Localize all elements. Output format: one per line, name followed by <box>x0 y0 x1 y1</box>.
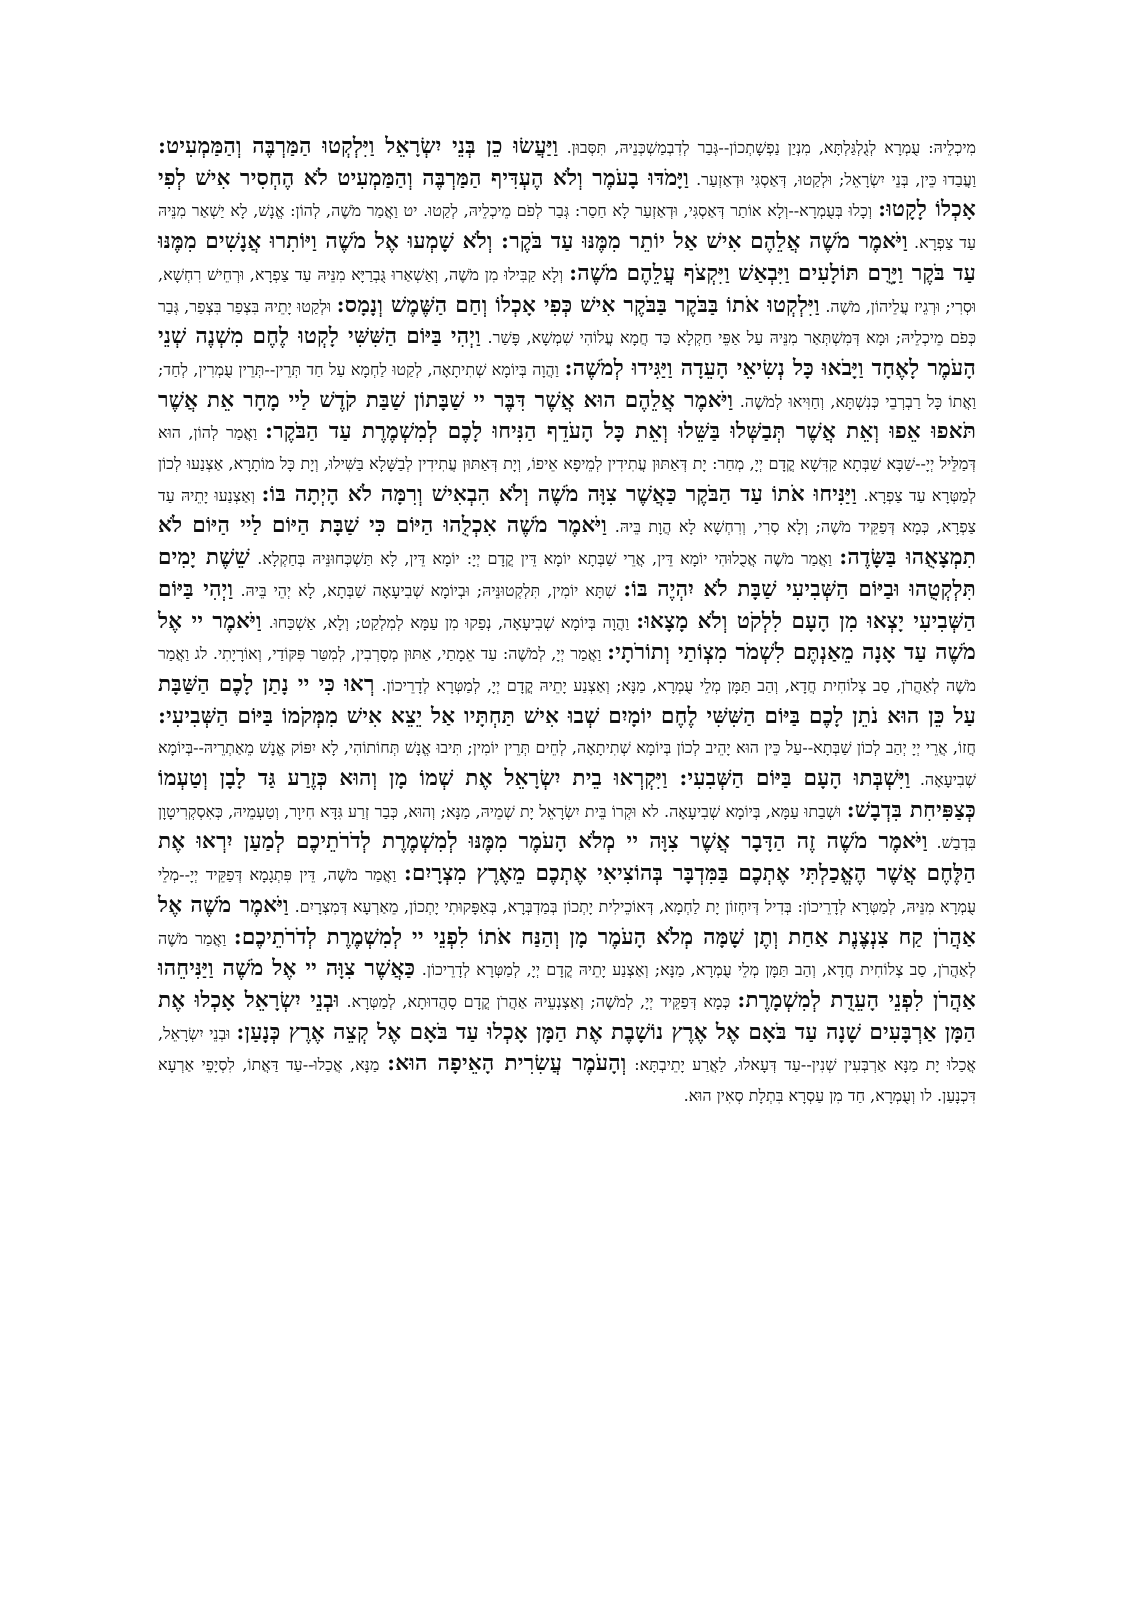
aramaic-targum: וַהֲוָה בְּיוֹמָא שְׁתִיתָאָה, לְקַטוּ לַחְמָא עַל חַד תְּרֵין--תְּרֵין עֻמְרִין, לְחַד; וַאֲתוֹ כָּל רַבְרְבֵי כְּנִשְׁתָּא, וְחַוִּיאוּ לְמֹשֶׁה. <box>158 359 977 411</box>
hebrew-verse: וַיֹּאמֶר מֹשֶׁה אִכְלֻהוּ הַיּוֹם כִּי שַׁבָּת הַיּוֹם לַיי הַיּוֹם לֹא תִמְצָאֻהוּ בַּשָּׂדֶה: <box>158 513 977 571</box>
aramaic-targum: וּבְנֵי יִשְׂרָאֵל, אֲכַלוּ יָת מַנָּא אַרְבְּעִין שְׁנִין--עַד דְּעָאלוּ, לַאֲרַע יָתֵיבְתָּא: <box>158 1023 976 1075</box>
aramaic-targum: מִיכְלֵיהּ: עֻמְרָא לְגֻלְגַּלְתָּא, מִנְיַן נַפְשָׁתְכוֹן--גְּבַר לְדִבְמַשְׁכְּנֵיהּ, תִּסְּבוּן. <box>566 138 977 157</box>
hebrew-verse: וּבְנֵי יִשְׂרָאֵל אָכְלוּ אֶת הַמָּן אַרְבָּעִים שָׁנָה עַד בֹּאָם אֶל אֶרֶץ נוֹשָׁבֶת אֶת הַמָּן אָכְלוּ עַד בֹּאָם אֶל קְצֵה אֶרֶץ כְּנָעַן: <box>158 987 977 1045</box>
aramaic-targum: וַהֲוָה בְּיוֹמָא שְׁבִיעָאָה, נְפַקוּ מִן עַמָּא לְמִלְקַט; וְלָא, אַשְׁכַּחוּ. <box>268 612 630 632</box>
hebrew-verse: שֵׁשֶׁת יָמִים תִּלְקְטֻהוּ וּבַיּוֹם הַשְּׁבִיעִי שַׁבָּת לֹא יִהְיֶה בּוֹ: <box>158 545 976 602</box>
aramaic-targum: וְלָא קַבִּילוּ מִן מֹשֶׁה, וְאַשְׁאַרוּ גֻּבְרַיָּא מִנֵּיהּ עַד צַפְרָא, וּרְחֵישׁ רִחְשָׁא, וּסְרִי; וּרְגֵיז עֲלֵיהוֹן, מֹשֶׁה. <box>158 264 977 316</box>
aramaic-targum: חֲזוֹ, אֲרֵי יְיָ יְהַב לְכוֹן שַׁבְּתָא--עַל כֵּין הוּא יָהֵיב לְכוֹן בְּיוֹמָא שְׁתִיתָאָה, לְחֵים תְּרֵין יוֹמִין; תִּיבוּ אֱנָשׁ תְּחוֹתוֹהִי, לָא יִפּוֹק אֱנָשׁ מֵאַתְרֵיהּ--בְּיוֹמָא שְׁבִיעָאָה. <box>158 738 976 790</box>
hebrew-verse: וַיִּשְׁבְּתוּ הָעָם בַּיּוֹם הַשְּׁבִעִי: וַיִּקְרְאוּ בֵית יִשְׂרָאֵל אֶת שְׁמוֹ מָן וְהוּא כְּזֶרַע גַּד לָבָן וְטַעְמוֹ כְּצַפִּיחִת בִּדְבָשׁ: <box>158 766 977 823</box>
hebrew-verse: רְאוּ כִּי יי נָתַן לָכֶם הַשַּׁבָּת עַל כֵּן הוּא נֹתֵן לָכֶם בַּיּוֹם הַשִּׁשִּׁי לֶחֶם יוֹמָיִם שְׁבוּ אִישׁ תַּחְתָּיו אַל יֵצֵא אִישׁ מִמְּקֹמוֹ בַּיּוֹם הַשְּׁבִיעִי: <box>158 671 976 729</box>
bilingual-text-body <box>158 132 976 1112</box>
hebrew-verse: וַיַּעֲשׂוּ כֵן בְּנֵי יִשְׂרָאֵל וַיִּלְקְטוּ הַמַּרְבֶּה וְהַמַּמְעִיט: <box>158 134 559 159</box>
aramaic-targum: וַעֲבַדוּ כֵּין, בְּנֵי יִשְׂרָאֵל; וּלְקַטוּ, דְּאַסְגִּי וּדְאַזְעַר. <box>696 169 976 189</box>
aramaic-targum: וַאֲמַר יְיָ, לְמֹשֶׁה: עַד אֵמָתַי, אַתּוּן מְסָרְבִין, לְמִטַּר פִּקּוֹדַי, וְאוֹרָיָתִי. לג וַאֲמַר מֹשֶׁה לְאַהֲרֹן, סַב צְלוֹחִית חֲדָא, וְהַב תַּמָּן מְלֵי עֻמְרָא, מַנָּא; וְאַצְנַע יָתֵיהּ קֳדָם יְיָ, לְמַטְּרָא לְדָרֵיכוֹן. <box>158 644 977 695</box>
hebrew-verse: וַיַּנִּיחוּ אֹתוֹ עַד הַבֹּקֶר כַּאֲשֶׁר צִוָּה מֹשֶׁה וְלֹא הִבְאִישׁ וְרִמָּה לֹא הָיְתָה בּוֹ: <box>261 481 857 507</box>
aramaic-targum: וַאֲמַר מֹשֶׁה, דֵּין פִּתְגָמָא דְּפַקֵּיד יְיָ--מְלֵי עֻמְרָא מִנֵּיהּ, לְמַטְּרָא לְדָרֵיכוֹן: בְּדִיל דְּיִחְזוֹן יָת לַחְמָא, דְּאוֹכֵילִית יָתְכוֹן בְּמַדְבְּרָא, בְּאַפָּקוּתִי יָתְכוֹן, מֵאַרְעָא דְּמִצְרָיִם. <box>158 865 976 916</box>
hebrew-verse: וַיֹּאמֶר אֲלֵהֶם הוּא אֲשֶׁר דִּבֶּר יי שַׁבָּתוֹן שַׁבַּת קֹדֶשׁ לַיי מָחָר אֵת אֲשֶׁר תֹּאפוּ אֵפוּ וְאֵת אֲשֶׁר תְּבַשְּׁלוּ בַּשֵּׁלוּ וְאֵת כָּל הָעֹדֵף הַנִּיחוּ לָכֶם לְמִשְׁמֶרֶת עַד הַבֹּקֶר: <box>158 387 977 445</box>
aramaic-targum: וַאֲמַר מֹשֶׁה אֲכֻלוּהִי יוֹמָא דֵּין, אֲרֵי שַׁבְּתָא יוֹמָא דֵּין קֳדָם יְיָ: יוֹמָא דֵּין, לָא תַּשְׁכְּחוּנֵּיהּ בְּחַקְלָא. <box>257 549 832 569</box>
hebrew-verse: וַיִּלְקְטוּ אֹתוֹ בַּבֹּקֶר בַּבֹּקֶר אִישׁ כְּפִי אָכְלוֹ וְחַם הַשֶּׁמֶשׁ וְנָמָס: <box>336 292 820 318</box>
hebrew-verse: וְהָעֹמֶר עֲשִׂרִית הָאֵיפָה הוּא: <box>387 1051 627 1077</box>
hebrew-verse: וַיְהִי בַּיּוֹם הַשְּׁבִיעִי יָצְאוּ מִן הָעָם לִלְקֹט וְלֹא מָצָאוּ: <box>158 576 976 634</box>
aramaic-targum: וּלְקַטוּ יָתֵיהּ בִּצְפַר בִּצְפַר, גְּבַר כְּפֹם מֵיכְלֵיהּ; וּמָא דְּמִשְׁתְּאַר מִנֵּיהּ עַל אַפֵּי חַקְלָא כַּד חֲמָא עֲלוֹהִי שִׁמְשָׁא, פָּשַׁר. <box>158 296 977 348</box>
hebrew-verse: וַיֹּאמֶר מֹשֶׁה אֶל אַהֲרֹן קַח צִנְצֶנֶת אַחַת וְתֶן שָׁמָּה מְלֹא הָעֹמֶר מָן וְהַנַּח אֹתוֹ לִפְנֵי יי לְמִשְׁמֶרֶת לְדֹרֹתֵיכֶם: <box>158 892 977 950</box>
aramaic-targum: וְכָלוּ בְּעֻמְרָא--וְלָא אוֹתַר דְּאַסְגִּי, וּדְאַזְעַר לָא חַסַר: גְּבַר לְפֹם מֵיכְלֵיהּ, לְקַטוּ. יט וַאֲמַר מֹשֶׁה, לְהוֹן: אֱנָשׁ, לָא יַשְׁאַר מִנֵּיהּ עַד צַפְרָא. <box>158 201 976 253</box>
aramaic-targum: וַאֲמַר מֹשֶׁה לְאַהֲרֹן, סַב צְלוֹחִית חֲדָא, וְהַב תַּמָּן מְלֵי עֻמְרָא, מַנָּא; וְאַצְנַע יָתֵיהּ קֳדָם יְיָ, לְמַטְּרָא לְדָרֵיכוֹן. <box>158 928 976 980</box>
aramaic-targum: וַאֲמַר לְהוֹן, הוּא דְּמַלֵּיל יְיָ--שַׁבָּא שַׁבְּתָא קַדִּשָׁא קֳדָם יְיָ, מְחַר: יָת דְּאַתּוּן עֲתִידִין לְמֵיפָא אֵיפוֹ, וְיָת דְּאַתּוּן עֲתִידִין לְבַשָּׁלָא בַּשִּׁילוּ, וְיָת כָּל מוֹתָרָא, אַצְנַעוּ לְכוֹן לְמַטְּרָא עַד צַפְרָא. <box>158 423 977 505</box>
hebrew-verse: וַיֹּאמֶר יי אֶל מֹשֶׁה עַד אָנָה מֵאַנְתֶּם לִשְׁמֹר מִצְוֹתַי וְתוֹרֹתָי: <box>158 608 977 666</box>
aramaic-targum: כְּמָא דְּפַקֵּיד יְיָ, לְמֹשֶׁה; וְאַצְנְעֵיהּ אַהֲרֹן קֳדָם סָהֲדוּתָא, לְמַטְּרָא. <box>346 991 731 1011</box>
aramaic-targum: וְאַצְנַעוּ יָתֵיהּ עַד צַפְרָא, כְּמָא דְּפַקֵּיד מֹשֶׁה; וְלָא סְרִי, וְרִחְשָׁא לָא הֲוָת בֵּיהּ. <box>158 485 977 537</box>
hebrew-verse: וַיְהִי בַּיּוֹם הַשִּׁשִּׁי לָקְטוּ לֶחֶם מִשְׁנֶה שְׁנֵי הָעֹמֶר לָאֶחָד וַיָּבֹאוּ כָּל נְשִׂיאֵי הָעֵדָה וַיַּגִּידוּ לְמֹשֶׁה: <box>158 324 976 381</box>
aramaic-targum: מַנָּא, אֲכַלוּ--עַד דַּאֲתוֹ, לִסְיָפֵי אַרְעָא דִּכְנָעַן. לו וְעֻמְרָא, חַד מִן עַסְרָא בִּתְלָת סְאִין הוּא. <box>158 1055 976 1106</box>
hebrew-verse: כַּאֲשֶׁר צִוָּה יי אֶל מֹשֶׁה וַיַּנִּיחֵהוּ אַהֲרֹן לִפְנֵי הָעֵדֻת לְמִשְׁמָרֶת: <box>158 956 977 1013</box>
hebrew-verse: וַיֹּאמֶר מֹשֶׁה אֲלֵהֶם אִישׁ אַל יוֹתֵר מִמֶּנּוּ עַד בֹּקֶר: וְלֹא שָׁמְעוּ אֶל מֹשֶׁה וַיּוֹתִרוּ אֲנָשִׁים מִמֶּנּוּ עַד בֹּקֶר וַיָּרֻם תּוֹלָעִים וַיִּבְאַשׁ וַיִּקְצֹף עֲלֵהֶם מֹשֶׁה: <box>158 229 977 286</box>
aramaic-targum: וּשְׁבַתוּ עַמָּא, בְּיוֹמָא שְׁבִיעָאָה. לא וּקְרוֹ בֵּית יִשְׂרָאֵל יָת שְׁמֵיהּ, מַנָּא; וְהוּא, כְּבַר זְרַע גִּדָּא חִיוָר, וְטַעְמֵיהּ, כְּאִסְקְרִיטָוָן בִּדְבַשׁ. <box>158 801 977 853</box>
hebrew-verse: וַיָּמֹדּוּ בָעֹמֶר וְלֹא הֶעְדִּיף הַמַּרְבֶּה וְהַמַּמְעִיט לֹא הֶחְסִיר אִישׁ לְפִי אָכְלוֹ לָקָטוּ: <box>158 165 976 223</box>
hebrew-verse: וַיֹּאמֶר מֹשֶׁה זֶה הַדָּבָר אֲשֶׁר צִוָּה יי מְלֹא הָעֹמֶר מִמֶּנּוּ לְמִשְׁמֶרֶת לְדֹרֹתֵיכֶם לְמַעַן יִרְאוּ אֶת הַלֶּחֶם אֲשֶׁר הֶאֱכַלְתִּי אֶתְכֶם בַּמִּדְבָּר בְּהוֹצִיאִי אֶתְכֶם מֵאֶרֶץ מִצְרָיִם: <box>158 829 976 887</box>
aramaic-targum: שִׁתָּא יוֹמִין, תִּלְקְטוּנֵּיהּ; וּבְיוֹמָא שְׁבִיעָאָה שַׁבְּתָא, לָא יְהֵי בֵּיהּ. <box>240 580 616 600</box>
